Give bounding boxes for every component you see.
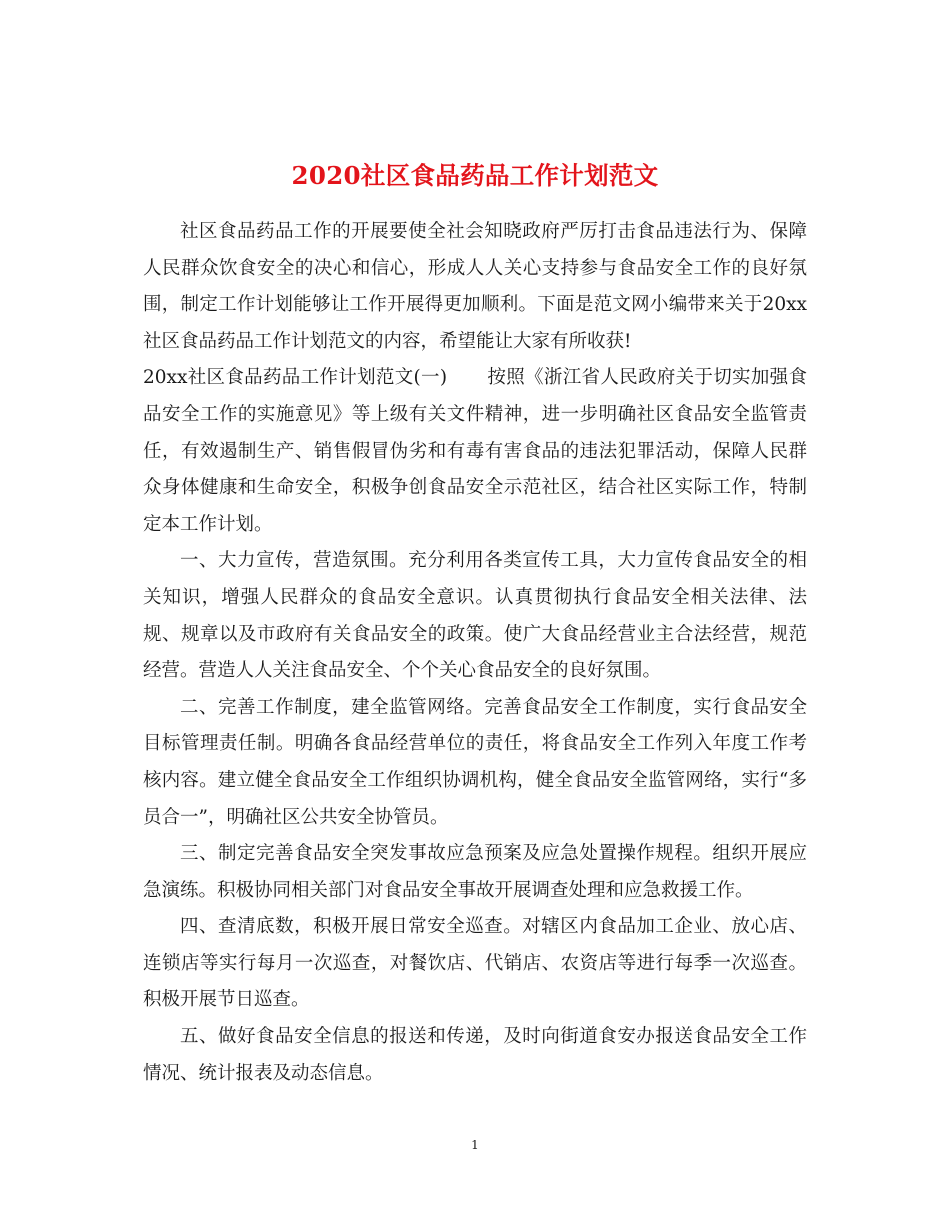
plan-item-1: 一、大力宣传，营造氛围。充分利用各类宣传工具，大力宣传食品安全的相关知识，增强人民群众的食品安全意识。认真贯彻执行食品安全相关法律、法规、规章以及市政府有关食品安全的政策。使广大食品经营业主合法经营，规范经营。营造人人关注食品安全、个个关心食品安全的良好氛围。: [143, 550, 807, 682]
plan-item-3: 三、制定完善食品安全突发事故应急预案及应急处置操作规程。组织开展应急演练。积极协同相关部门对食品安全事故开展调查处理和应急救援工作。: [143, 843, 807, 901]
section-lead-paragraph: [143, 360, 807, 543]
document-title: 2020社区食品药品工作计划范文: [291, 161, 659, 191]
section-heading: 20xx社区食品药品工作计划范文(一): [143, 367, 448, 389]
page-number: 1: [471, 1138, 479, 1152]
plan-item-2: 二、完善工作制度，建全监管网络。完善食品安全工作制度，实行食品安全目标管理责任制。明确各食品经营单位的责任，将食品安全工作列入年度工作考核内容。建立健全食品安全工作组织协调机构，健全食品安全监管网络，实行“多员合一”，明确社区公共安全协管员。: [143, 696, 807, 828]
plan-item-4: 四、查清底数，积极开展日常安全巡查。对辖区内食品加工企业、放心店、连锁店等实行每月一次巡查，对餐饮店、代销店、农资店等进行每季一次巡查。积极开展节日巡查。: [143, 916, 807, 1011]
section-lead-text: 按照《浙江省人民政府关于切实加强食品安全工作的实施意见》等上级有关文件精神，进一步明确社区食品安全监管责任，有效遏制生产、销售假冒伪劣和有毒有害食品的违法犯罪活动，保障人民群众身体健康和生命安全，积极争创食品安全示范社区，结合社区实际工作，特制定本工作计划。: [143, 367, 807, 535]
document-body: [143, 214, 807, 1092]
plan-item-5: 五、做好食品安全信息的报送和传递，及时向街道食安办报送食品安全工作情况、统计报表及动态信息。: [143, 1026, 807, 1084]
intro-paragraph: 社区食品药品工作的开展要使全社会知晓政府严厉打击食品违法行为、保障人民群众饮食安全的决心和信心，形成人人关心支持参与食品安全工作的良好氛围，制定工作计划能够让工作开展得更加顺利。下面是范文网小编带来关于20xx社区食品药品工作计划范文的内容，希望能让大家有所收获!: [143, 221, 807, 352]
